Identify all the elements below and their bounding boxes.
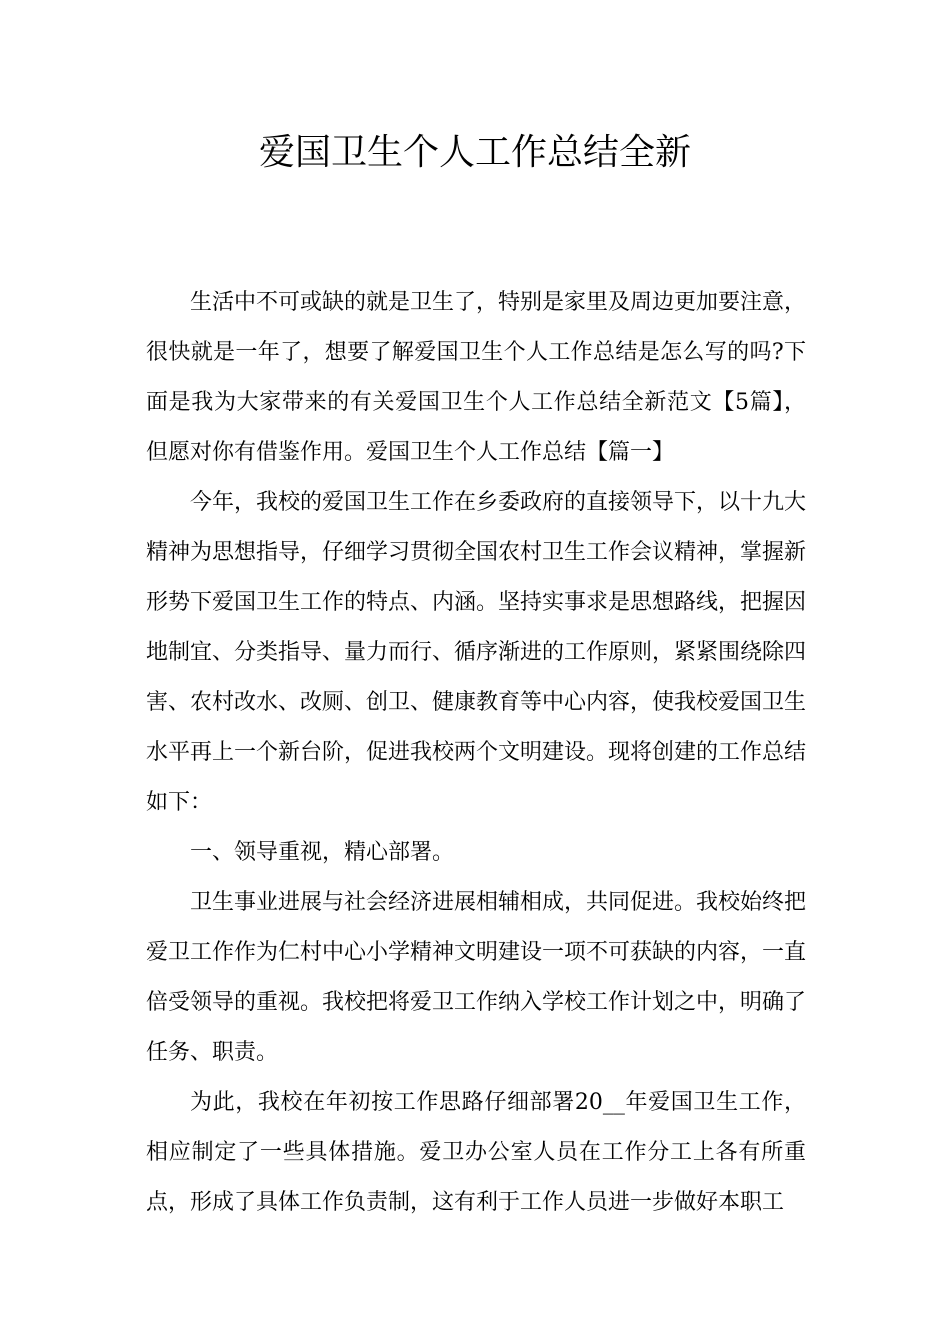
paragraph-measures: 为此，我校在年初按工作思路仔细部署20__年爱国卫生工作，相应制定了一些具体措施。爱卫办公室人员在工作分工上各有所重点，形成了具体工作负责制，这有利于工作人员进一步做好本职工 xyxy=(146,1090,806,1215)
paragraph-leadership: 卫生事业进展与社会经济进展相辅相成，共同促进。我校始终把爱卫工作作为仁村中心小学精神文明建设一项不可获缺的内容，一直倍受领导的重视。我校把将爱卫工作纳入学校工作计划之中，明确了任务、职责。 xyxy=(146,890,807,1065)
document-body xyxy=(146,278,806,1228)
paragraph-overview: 今年，我校的爱国卫生工作在乡委政府的直接领导下，以十九大精神为思想指导，仔细学习贯彻全国农村卫生工作会议精神，掌握新形势下爱国卫生工作的特点、内涵。坚持实事求是思想路线，把握因地制宜、分类指导、量力而行、循序渐进的工作原则，紧紧围绕除四害、农村改水、改厕、创卫、健康教育等中心内容，使我校爱国卫生水平再上一个新台阶，促进我校两个文明建设。现将创建的工作总结如下： xyxy=(146,490,807,815)
paragraph-intro: 生活中不可或缺的就是卫生了，特别是家里及周边更加要注意，很快就是一年了，想要了解爱国卫生个人工作总结是怎么写的吗?下面是我为大家带来的有关爱国卫生个人工作总结全新范文【5篇】，但愿对你有借鉴作用。爱国卫生个人工作总结【篇一】 xyxy=(146,290,807,465)
document-title: 爱国卫生个人工作总结全新 xyxy=(258,132,691,173)
section-heading-1: 一、领导重视，精心部署。 xyxy=(190,840,455,865)
